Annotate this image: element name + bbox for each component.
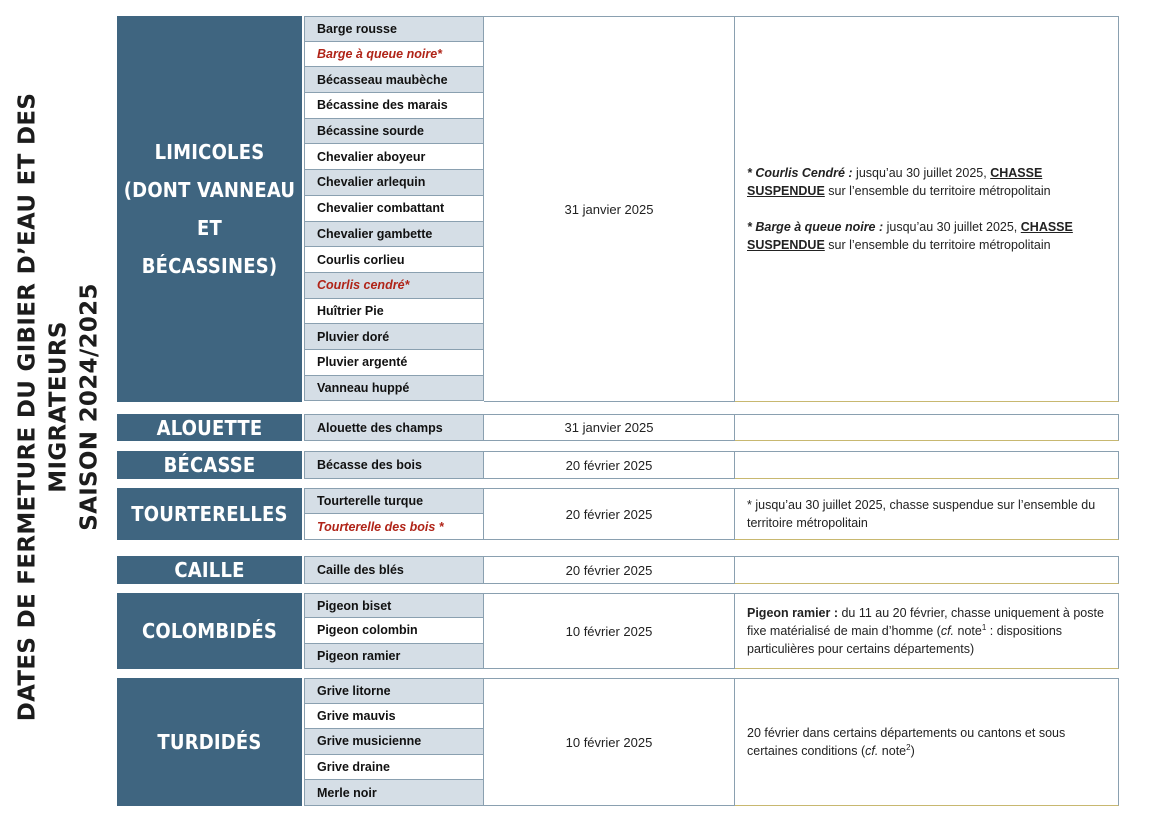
species-row: Vanneau huppé <box>304 376 484 402</box>
group-colombides <box>117 593 1119 669</box>
note-cell <box>735 556 1119 584</box>
note-cell <box>735 678 1119 806</box>
note-emphasis: CHASSE SUSPENDUE <box>747 220 1073 252</box>
category-colombides: COLOMBIDÉS <box>117 593 302 669</box>
species-list <box>304 16 484 402</box>
note-text: * jusqu’au 30 juillet 2025, chasse suspendue sur l’ensemble du territoire métropolitain <box>747 498 1096 530</box>
note-text: jusqu’au 30 juillet 2025, <box>852 166 991 180</box>
species-row: Pluvier doré <box>304 324 484 350</box>
note-cf: cf. <box>940 624 955 638</box>
note-pigeon-ramier <box>747 604 1110 658</box>
species-row: Grive mauvis <box>304 704 484 730</box>
species-list <box>304 414 484 441</box>
note-cell <box>735 451 1119 479</box>
group-alouette <box>117 414 1119 441</box>
category-caille: CAILLE <box>117 556 302 584</box>
species-row: Bécasse des bois <box>304 451 484 479</box>
note-label: Pigeon ramier : <box>747 606 838 620</box>
species-row: Caille des blés <box>304 556 484 584</box>
note-cell <box>735 414 1119 441</box>
note-text: note <box>878 744 907 758</box>
species-row: Huîtrier Pie <box>304 299 484 325</box>
category-line: (DONT VANNEAU ET <box>123 178 296 240</box>
note-courlis <box>747 164 1110 200</box>
note-cell <box>735 16 1119 402</box>
species-row: Chevalier combattant <box>304 196 484 222</box>
category-line: LIMICOLES <box>154 140 265 164</box>
species-list <box>304 678 484 806</box>
species-row: Pluvier argenté <box>304 350 484 376</box>
species-list <box>304 488 484 540</box>
species-row: Grive litorne <box>304 678 484 704</box>
group-tourterelles <box>117 488 1119 540</box>
species-row: Merle noir <box>304 780 484 806</box>
species-row: Courlis corlieu <box>304 247 484 273</box>
species-row: Chevalier gambette <box>304 222 484 248</box>
group-becasse <box>117 451 1119 479</box>
species-row: Chevalier arlequin <box>304 170 484 196</box>
closing-date: 20 février 2025 <box>484 488 735 540</box>
group-caille <box>117 556 1119 584</box>
species-list <box>304 451 484 479</box>
category-turdides: TURDIDÉS <box>117 678 302 806</box>
page-title <box>13 17 106 797</box>
category-tourterelles: TOURTERELLES <box>117 488 302 540</box>
note-label: * Courlis Cendré : <box>747 166 853 180</box>
closing-date: 20 février 2025 <box>484 556 735 584</box>
species-row: Barge à queue noire* <box>304 42 484 68</box>
note-barge <box>747 218 1110 254</box>
note-text: sur l’ensemble du territoire métropolitain <box>824 238 1051 252</box>
note-turdides <box>747 724 1110 760</box>
title-line-1: DATES DE FERMETURE DU GIBIER D’EAU ET DES MIGRATEURS <box>14 92 72 722</box>
species-list <box>304 593 484 669</box>
species-list <box>304 556 484 584</box>
species-row: Tourterelle des bois * <box>304 514 484 540</box>
note-text: sur l’ensemble du territoire métropolitain <box>824 184 1051 198</box>
note-text: 20 février dans certains départements ou cantons et sous certaines conditions ( <box>747 726 1066 758</box>
species-row: Bécassine sourde <box>304 119 484 145</box>
note-emphasis: CHASSE SUSPENDUE <box>747 166 1043 198</box>
note-text: jusqu’au 30 juillet 2025, <box>883 220 1021 234</box>
species-row: Pigeon colombin <box>304 618 484 643</box>
species-row: Bécasseau maubèche <box>304 67 484 93</box>
category-becasse: BÉCASSE <box>117 451 302 479</box>
species-row: Grive musicienne <box>304 729 484 755</box>
species-row: Pigeon ramier <box>304 644 484 669</box>
species-row: Courlis cendré* <box>304 273 484 299</box>
note-cf: cf. <box>865 744 879 758</box>
note-cell <box>735 593 1119 669</box>
group-limicoles <box>117 16 1119 402</box>
closing-date: 31 janvier 2025 <box>484 414 735 441</box>
species-row: Chevalier aboyeur <box>304 144 484 170</box>
note-text: ) <box>910 744 915 758</box>
side-title <box>0 0 118 815</box>
closing-date: 10 février 2025 <box>484 593 735 669</box>
closing-date: 10 février 2025 <box>484 678 735 806</box>
species-row: Barge rousse <box>304 16 484 42</box>
note-label: * Barge à queue noire : <box>747 220 884 234</box>
note-text: : dispositions particulières pour certains départements) <box>747 624 1063 656</box>
closing-date: 31 janvier 2025 <box>484 16 735 402</box>
species-row: Bécassine des marais <box>304 93 484 119</box>
group-turdides <box>117 678 1119 806</box>
title-line-2: SAISON 2024/2025 <box>76 283 103 531</box>
note-cell <box>735 488 1119 540</box>
footnote-ref: 2 <box>906 742 911 752</box>
note-text: du 11 au 20 février, chasse uniquement à poste fixe matérialisé de main d’homme ( <box>747 606 1104 638</box>
species-row: Tourterelle turque <box>304 488 484 514</box>
species-row: Pigeon biset <box>304 593 484 618</box>
category-alouette: ALOUETTE <box>117 414 302 441</box>
species-row: Grive draine <box>304 755 484 781</box>
species-row: Alouette des champs <box>304 414 484 441</box>
category-line: BÉCASSINES) <box>141 254 278 278</box>
footnote-ref: 1 <box>981 622 987 632</box>
closing-date: 20 février 2025 <box>484 451 735 479</box>
category-limicoles <box>117 16 302 402</box>
note-text: note <box>954 624 982 638</box>
